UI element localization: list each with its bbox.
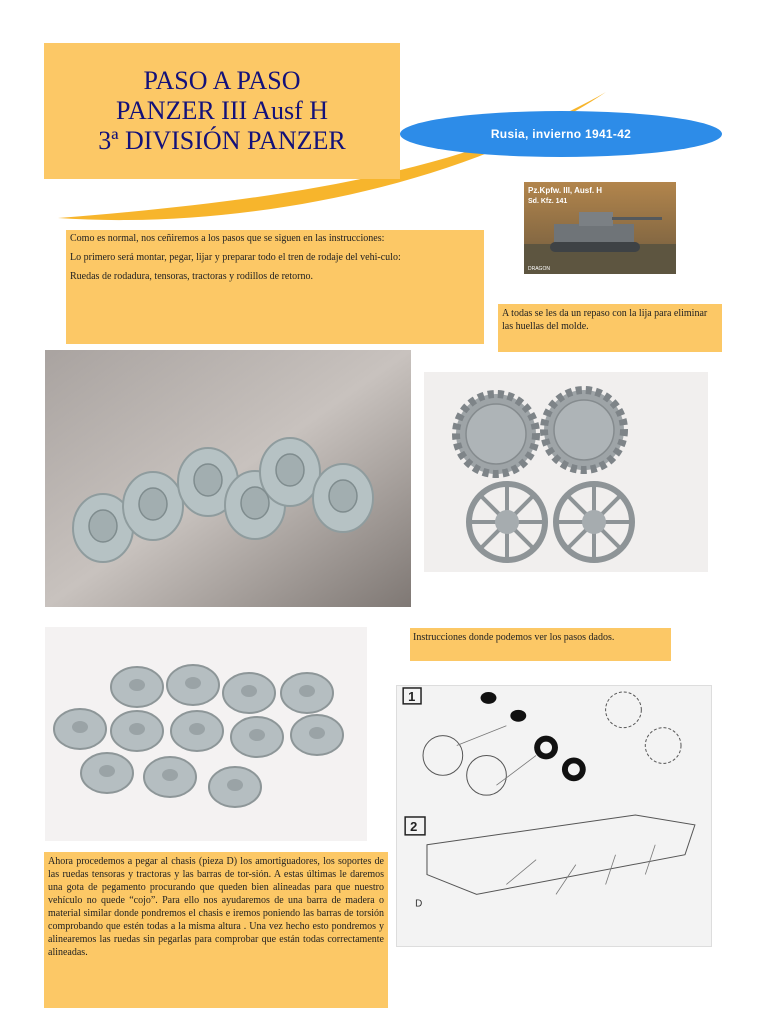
diagram-step-2: 2 — [410, 818, 418, 834]
instructions-note-text: Instrucciones donde podemos ver los pasos dados. — [413, 632, 615, 643]
diagram-part-d: D — [415, 898, 423, 910]
box-art-brand: DRAGON — [528, 266, 550, 272]
location-badge — [400, 111, 722, 157]
title-line-2: PANZER III Ausf H — [115, 96, 329, 125]
assembly-text: Ahora procedemos a pegar al chasis (pieza D) los amortiguadores, los soportes de las ruedas tensoras y tractoras y las barras de tor-sión. A estas últimas le daremos una gota de pegamento procurando que queden bien alineadas para que nuestro vehículo no quede “cojo”. Para ello nos ayudaremos de una barra de madera o material similar donde pondremos el chasis e iremos poniendo las barras de torsión comprobando que estén todas a la misma altura . Una vez hecho esto pondremos y alinearemos las ruedas sin pegarlas para comprobar que están todas correctamente alineadas. — [48, 856, 384, 958]
location-badge-text: Rusia, invierno 1941-42 — [490, 127, 632, 141]
box-art-image — [524, 182, 676, 274]
intro-text-box — [66, 230, 484, 344]
title-box — [44, 43, 400, 179]
photo-sprockets-idlers — [424, 372, 708, 572]
diagram-step-1: 1 — [408, 688, 416, 704]
sanding-note-text: A todas se les da un repaso con la lija para eliminar las huellas del molde. — [502, 308, 708, 332]
intro-paragraph-3: Ruedas de rodadura, tensoras, tractoras y rodillos de retorno. — [70, 271, 313, 282]
sanding-note-box — [498, 304, 722, 352]
instruction-diagram — [396, 685, 712, 947]
intro-paragraph-1: Como es normal, nos ceñiremos a los pasos que se siguen en las instrucciones: — [70, 233, 385, 244]
photo-road-wheels — [45, 350, 411, 607]
instructions-note-box — [410, 628, 671, 661]
box-art-subtitle: Sd. Kfz. 141 — [528, 198, 568, 205]
title-line-1: PASO A PASO — [143, 66, 301, 95]
title-line-3: 3ª DIVISIÓN PANZER — [98, 126, 346, 155]
box-art-title: Pz.Kpfw. III, Ausf. H — [528, 186, 603, 195]
assembly-text-box — [44, 852, 388, 1008]
intro-paragraph-2: Lo primero será montar, pegar, lijar y preparar todo el tren de rodaje del vehi-culo: — [70, 252, 401, 263]
photo-wheel-set — [45, 627, 367, 841]
